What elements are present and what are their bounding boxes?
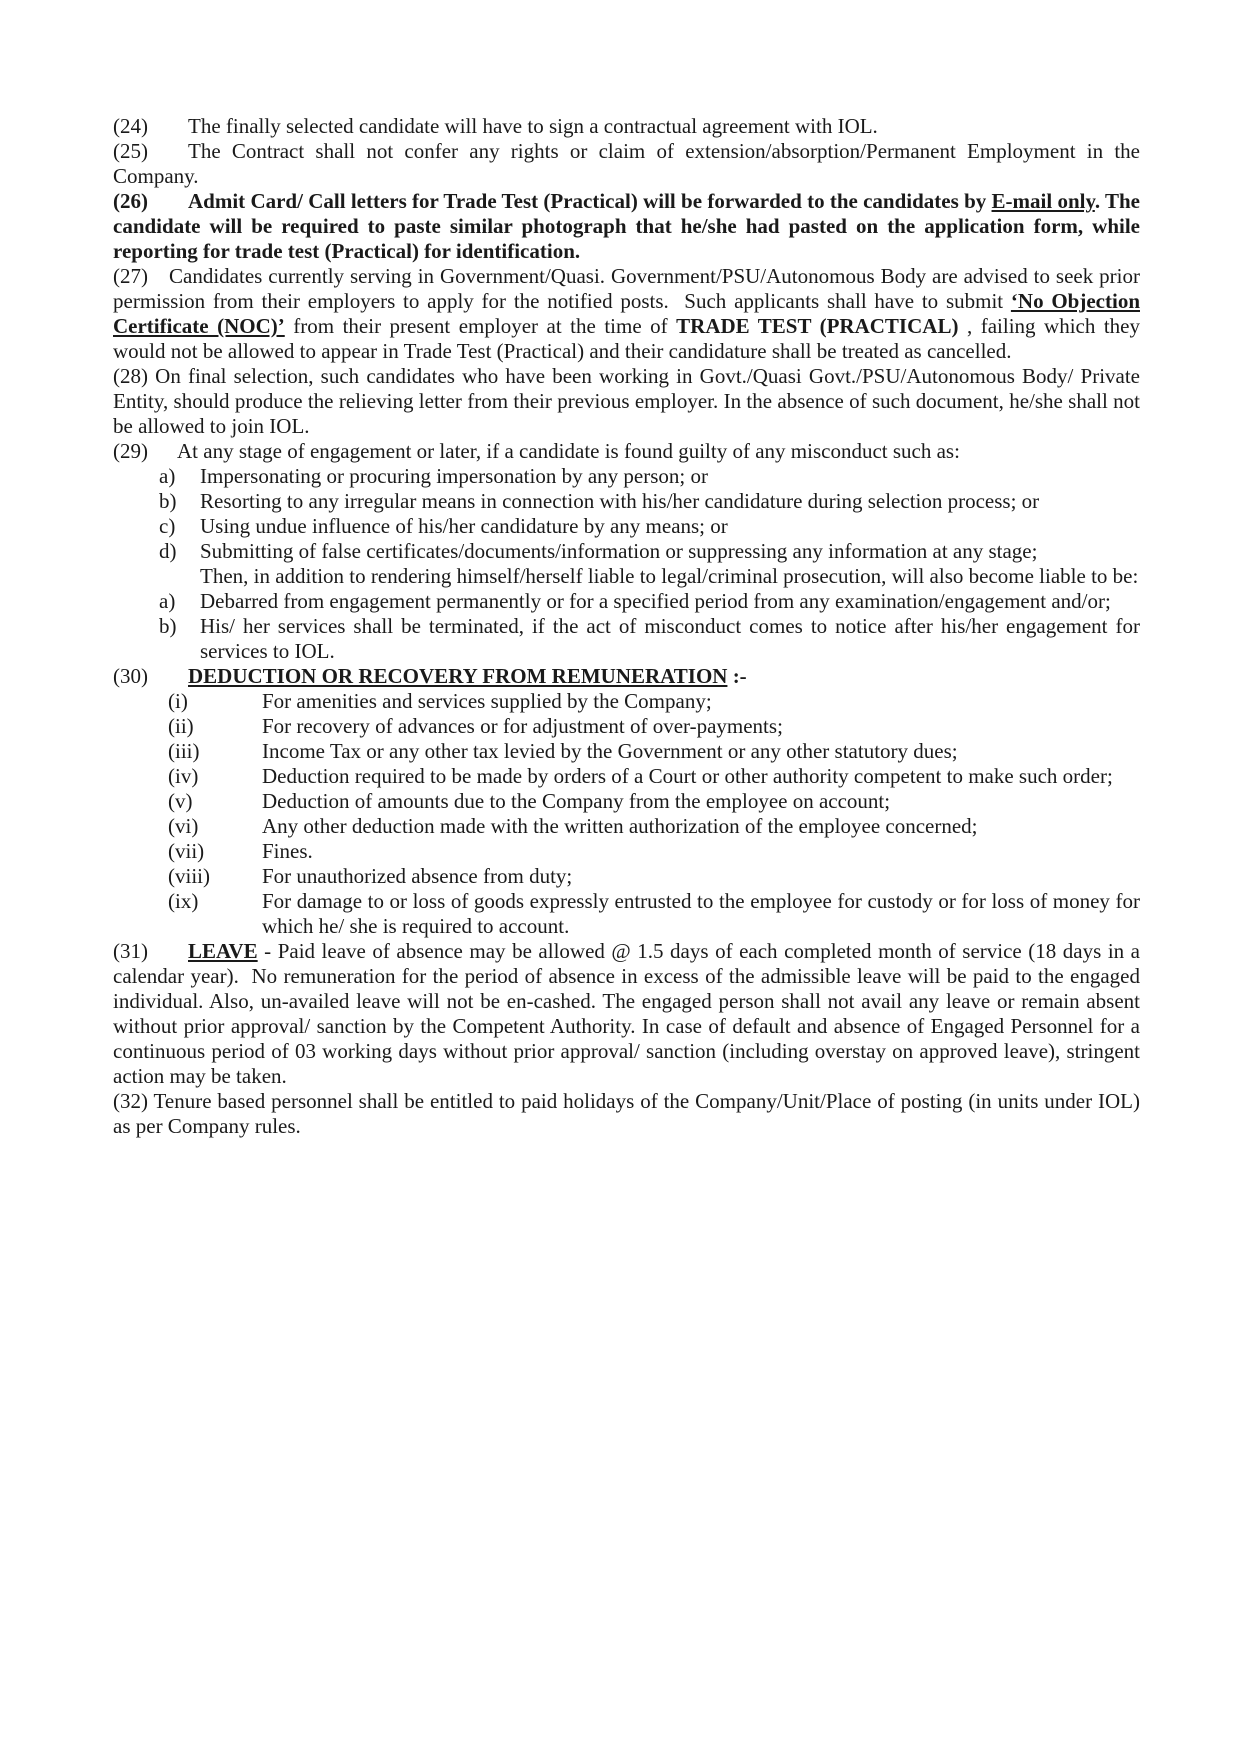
list-item-text: His/ her services shall be terminated, if the act of misconduct comes to notice after his/her engagement for services to IOL.: [200, 614, 1140, 663]
clause-30-title-underlined: DEDUCTION OR RECOVERY FROM REMUNERATION: [188, 664, 728, 688]
list-item: [168, 764, 1140, 789]
clause-27-text-run: from their present employer at the time of: [284, 314, 677, 338]
list-marker: b): [159, 614, 177, 638]
clause-32-number: (32): [113, 1089, 148, 1113]
list-marker: c): [159, 514, 176, 538]
clause-26-text-run: . The candidate will be required to paste similar photograph that he/she had pasted on the application form, while reporting for trade test (Practical) for identification.: [113, 189, 1140, 263]
clause-29-number: (29): [113, 439, 148, 463]
list-item: [168, 839, 1140, 864]
list-marker: d): [159, 539, 177, 563]
list-item: [168, 739, 1140, 764]
misconduct-list: [113, 464, 1140, 564]
clause-26-number: (26): [113, 189, 148, 213]
list-item-text: Submitting of false certificates/documents/information or suppressing any information at any stage;: [200, 539, 1038, 563]
list-item: [159, 539, 1140, 564]
deductions-list: [113, 689, 1140, 939]
list-item: [159, 614, 1140, 664]
list-marker: (iii): [168, 739, 200, 763]
list-item-text: Debarred from engagement permanently or for a specified period from any examination/engagement and/or;: [200, 589, 1111, 613]
list-item: [168, 689, 1140, 714]
clause-31: [113, 939, 1140, 1089]
list-item-text: Resorting to any irregular means in connection with his/her candidature during selection process; or: [200, 489, 1040, 513]
list-item: [168, 789, 1140, 814]
clause-29-text: At any stage of engagement or later, if a candidate is found guilty of any misconduct such as:: [177, 439, 960, 463]
list-item-text: Impersonating or procuring impersonation by any person; or: [200, 464, 708, 488]
clause-24-text: The finally selected candidate will have to sign a contractual agreement with IOL.: [188, 114, 878, 138]
clause-28: [113, 364, 1140, 439]
then-paragraph: Then, in addition to rendering himself/herself liable to legal/criminal prosecution, will also become liable to be:: [200, 564, 1139, 588]
list-marker: b): [159, 489, 177, 513]
list-marker: a): [159, 589, 176, 613]
list-item: [159, 514, 1140, 539]
list-item: [159, 589, 1140, 614]
list-marker: (i): [168, 689, 188, 713]
clause-27-noc-underlined: ‘No Objection Certificate (NOC)’: [113, 289, 1140, 338]
list-item-text: Income Tax or any other tax levied by the Government or any other statutory dues;: [262, 739, 958, 763]
clause-25: [113, 139, 1140, 189]
list-marker: a): [159, 464, 176, 488]
clause-25-number: (25): [113, 139, 148, 163]
clause-25-text: The Contract shall not confer any rights or claim of extension/absorption/Permanent Employment in the Company.: [113, 139, 1140, 188]
list-item: [168, 864, 1140, 889]
list-marker: (ix): [168, 889, 199, 913]
clause-29: [113, 439, 1140, 464]
clause-27-number: (27): [113, 264, 148, 288]
list-item-text: Any other deduction made with the written authorization of the employee concerned;: [262, 814, 978, 838]
list-item: [168, 714, 1140, 739]
list-marker: (ii): [168, 714, 194, 738]
clause-30-suffix: :-: [727, 664, 747, 688]
consequences-list: [113, 589, 1140, 664]
clause-27-text-run: , failing which they would not be allowed to appear in Trade Test (Practical) and their candidature shall be treated as cancelled.: [113, 314, 1141, 363]
clause-32-text: Tenure based personnel shall be entitled to paid holidays of the Company/Unit/Place of posting (in units under IOL) as per Company rules.: [113, 1089, 1141, 1138]
clause-28-number: (28): [113, 364, 148, 388]
clause-32: [113, 1089, 1140, 1139]
list-item-text: For recovery of advances or for adjustment of over-payments;: [262, 714, 783, 738]
clause-26: [113, 189, 1140, 264]
list-item-text: For amenities and services supplied by the Company;: [262, 689, 712, 713]
list-item-text: Using undue influence of his/her candidature by any means; or: [200, 514, 728, 538]
clause-30-heading: [113, 664, 1140, 689]
list-item-text: Fines.: [262, 839, 313, 863]
clause-24-number: (24): [113, 114, 148, 138]
list-marker: (viii): [168, 864, 210, 888]
list-marker: (vi): [168, 814, 199, 838]
clause-28-text: On final selection, such candidates who have been working in Govt./Quasi Govt./PSU/Autonomous Body/ Private Entity, should produce the relieving letter from their previous employer. In the absence of such document, he/she shall not be allowed to join IOL.: [113, 364, 1140, 438]
clause-31-number: (31): [113, 939, 148, 963]
list-item-text: Deduction required to be made by orders of a Court or other authority competent to make such order;: [262, 764, 1113, 788]
list-marker: (v): [168, 789, 193, 813]
list-marker: (vii): [168, 839, 205, 863]
clause-26-text-run: Admit Card/ Call letters for Trade Test (Practical) will be forwarded to the candidates by: [188, 189, 992, 213]
clause-31-text: - Paid leave of absence may be allowed @ 1.5 days of each completed month of service (18 days in a calendar year). No remuneration for the period of absence in excess of the admissible leave will be paid to the engaged individual. Also, un-availed leave will not be en-cashed. The engaged person shall not avail any leave or remain absent without prior approval/ sanction by the Competent Authority. In case of default and absence of Engaged Personnel for a continuous period of 03 working days without prior approval/ sanction (including overstay on approved leave), stringent action may be taken.: [113, 939, 1140, 1088]
clause-27: [113, 264, 1140, 364]
list-item: [159, 489, 1140, 514]
list-marker: (iv): [168, 764, 199, 788]
list-item-text: Deduction of amounts due to the Company from the employee on account;: [262, 789, 891, 813]
clause-30-number: (30): [113, 664, 148, 688]
list-item-text: For damage to or loss of goods expressly entrusted to the employee for custody or for loss of money for which he/ she is required to account.: [262, 889, 1140, 938]
clause-31-leave-underlined: LEAVE: [188, 939, 258, 963]
clause-26-email-only-underlined: E-mail only: [991, 189, 1095, 213]
list-item-text: For unauthorized absence from duty;: [262, 864, 573, 888]
list-item: [168, 814, 1140, 839]
clause-24: [113, 114, 1140, 139]
clause-27-trade-test-bold: TRADE TEST (PRACTICAL): [676, 314, 959, 338]
list-item: [168, 889, 1140, 939]
clause-27-text-run: Candidates currently serving in Government/Quasi. Government/PSU/Autonomous Body are advised to seek prior permission from their employers to apply for the notified posts. Such applicants shall have to submit: [113, 264, 1140, 313]
list-item: [159, 464, 1140, 489]
